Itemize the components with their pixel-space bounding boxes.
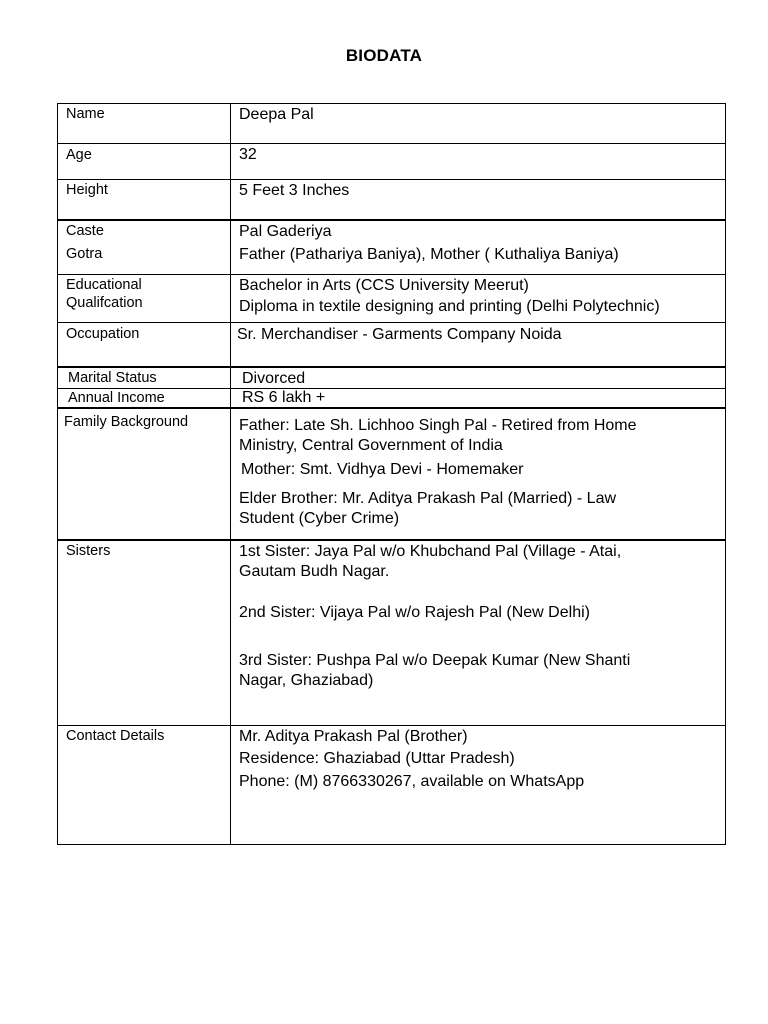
- occupation-value: Sr. Merchandiser - Garments Company Noida: [237, 326, 562, 343]
- sister-1-line-1: 1st Sister: Jaya Pal w/o Khubchand Pal (Village - Atai,: [239, 543, 622, 560]
- column-divider: [230, 103, 231, 845]
- caste-label: Caste: [66, 223, 104, 239]
- education-value-1: Bachelor in Arts (CCS University Meerut): [239, 277, 529, 294]
- sister-3-line-1: 3rd Sister: Pushpa Pal w/o Deepak Kumar (New Shanti: [239, 652, 631, 669]
- brother-line-2: Student (Cyber Crime): [239, 510, 400, 527]
- row-divider: [57, 539, 726, 541]
- row-divider: [57, 366, 726, 368]
- name-label: Name: [66, 106, 105, 122]
- row-divider: [57, 143, 726, 144]
- height-value: 5 Feet 3 Inches: [239, 182, 350, 199]
- marital-status-value: Divorced: [242, 370, 306, 387]
- row-divider: [57, 322, 726, 323]
- sister-1-line-2: Gautam Budh Nagar.: [239, 563, 390, 580]
- annual-income-value: RS 6 lakh +: [242, 389, 326, 406]
- age-label: Age: [66, 147, 92, 163]
- father-line-1: Father: Late Sh. Lichhoo Singh Pal - Retired from Home: [239, 417, 637, 434]
- marital-status-label: Marital Status: [68, 370, 157, 386]
- caste-value: Pal Gaderiya: [239, 223, 332, 240]
- education-label: Educational: [66, 277, 142, 293]
- contact-line-2: Residence: Ghaziabad (Uttar Pradesh): [239, 750, 515, 767]
- sister-3-line-2: Nagar, Ghaziabad): [239, 672, 374, 689]
- gotra-label: Gotra: [66, 246, 103, 262]
- row-divider: [57, 274, 726, 275]
- family-background-label: Family Background: [64, 414, 189, 430]
- sister-2-line: 2nd Sister: Vijaya Pal w/o Rajesh Pal (New Delhi): [239, 604, 590, 621]
- name-value: Deepa Pal: [239, 106, 314, 123]
- row-divider: [57, 179, 726, 180]
- contact-line-1: Mr. Aditya Prakash Pal (Brother): [239, 728, 468, 745]
- row-divider: [57, 725, 726, 726]
- father-line-2: Ministry, Central Government of India: [239, 437, 503, 454]
- contact-label: Contact Details: [66, 728, 165, 744]
- gotra-value: Father (Pathariya Baniya), Mother ( Kuthaliya Baniya): [239, 246, 619, 263]
- education-value-2: Diploma in textile designing and printing (Delhi Polytechnic): [239, 298, 660, 315]
- contact-line-3: Phone: (M) 8766330267, available on WhatsApp: [239, 773, 585, 790]
- sisters-label: Sisters: [66, 543, 111, 559]
- annual-income-label: Annual Income: [68, 390, 165, 406]
- row-divider: [57, 219, 726, 221]
- education-label-2: Qualifcation: [66, 295, 143, 311]
- mother-line: Mother: Smt. Vidhya Devi - Homemaker: [241, 461, 524, 478]
- age-value: 32: [239, 146, 257, 163]
- occupation-label: Occupation: [66, 326, 140, 342]
- page-title: BIODATA: [345, 46, 423, 65]
- height-label: Height: [66, 182, 108, 198]
- brother-line-1: Elder Brother: Mr. Aditya Prakash Pal (Married) - Law: [239, 490, 617, 507]
